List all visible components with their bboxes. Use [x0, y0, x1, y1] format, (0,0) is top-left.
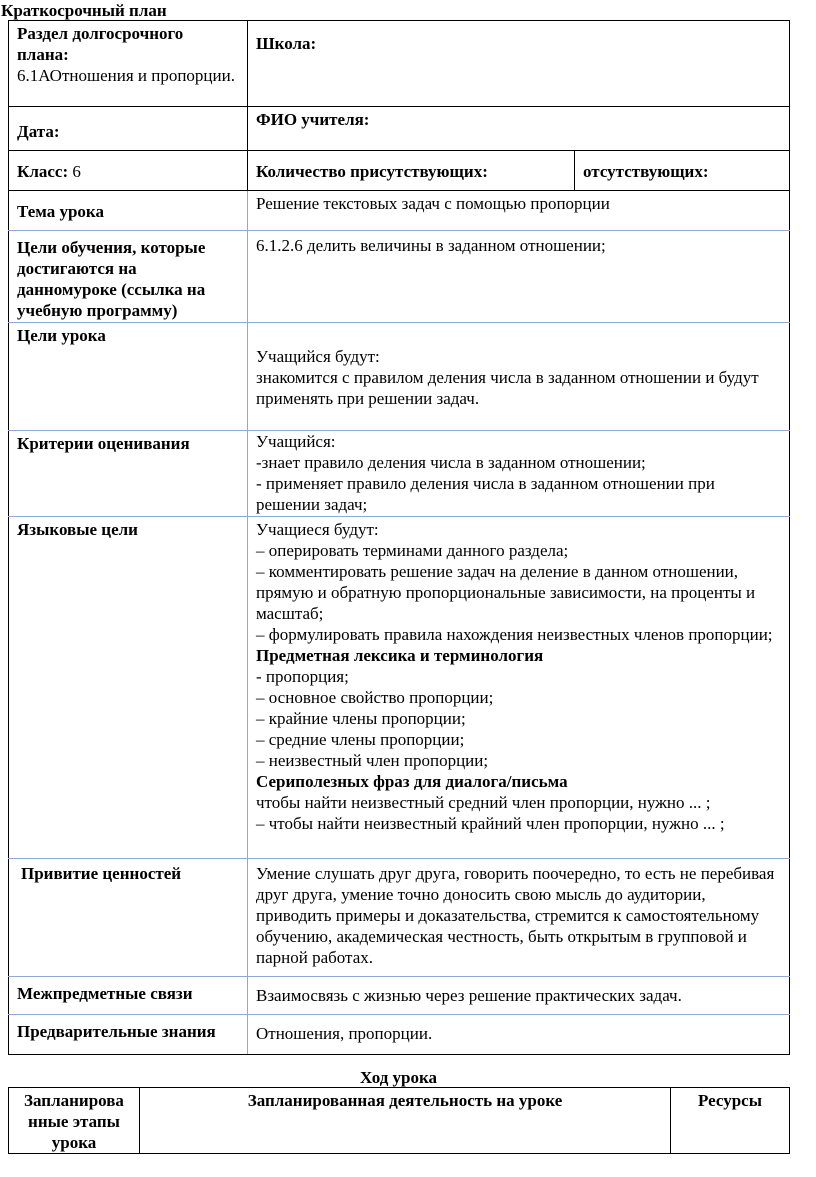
criteria-value: Учащийся: -знает правило деления числа в заданном отношении; - применяет правило деления числа в заданном отношении при решении задач;	[256, 432, 715, 514]
prior-label: Предварительные знания	[17, 1022, 216, 1041]
language-goals-label: Языковые цели	[17, 520, 138, 539]
cross-value-cell	[248, 977, 790, 1015]
criteria-label: Критерии оценивания	[17, 434, 190, 453]
topic-value: Решение текстовых задач с помощью пропорции	[256, 194, 610, 213]
learning-goals-value: 6.1.2.6 делить величины в заданном отношении;	[256, 236, 606, 255]
criteria-value-cell	[248, 431, 790, 517]
phrases-heading: Сериполезных фраз для диалога/письма	[256, 772, 568, 791]
absent-cell	[575, 151, 790, 191]
values-label-cell	[9, 859, 248, 977]
lesson-goals-label: Цели урока	[17, 326, 106, 345]
date-cell	[9, 107, 248, 151]
vocab-heading: Предметная лексика и терминология	[256, 646, 544, 665]
prior-value: Отношения, пропорции.	[256, 1024, 433, 1043]
values-label: Привитие ценностей	[21, 864, 182, 883]
resources-header-label: Ресурсы	[697, 1091, 762, 1110]
lesson-goals-value: Учащийся будут: знакомится с правилом деления числа в заданном отношении и будут применять при решении задач.	[256, 347, 759, 408]
class-cell	[9, 151, 248, 191]
teacher-cell	[248, 107, 790, 151]
lesson-goals-value-cell	[248, 323, 790, 431]
values-value-cell	[248, 859, 790, 977]
learning-goals-label: Цели обучения, которые достигаются на данномуроке (ссылка на учебную программу)	[17, 238, 206, 320]
section-cell	[9, 21, 248, 107]
language-goals-value-cell	[248, 517, 790, 859]
lesson-progress-table	[8, 1087, 790, 1154]
absent-label: отсутствующих:	[583, 162, 709, 181]
class-label: Класс:	[17, 162, 69, 181]
resources-header	[671, 1088, 790, 1154]
section-value: 6.1АОтношения и пропорции.	[17, 66, 235, 85]
teacher-label: ФИО учителя:	[256, 110, 370, 129]
vocab-list: - пропорция; – основное свойство пропорции; – крайние члены пропорции; – средние члены пропорции; – неизвестный член пропорции;	[256, 667, 494, 770]
language-goals-label-cell	[9, 517, 248, 859]
lesson-plan-table	[8, 20, 790, 1055]
progress-title: Ход урока	[359, 1068, 438, 1087]
cross-value: Взаимосвязь с жизнью через решение практических задач.	[256, 986, 682, 1005]
school-cell	[248, 21, 790, 107]
class-value: 6	[72, 162, 81, 181]
cross-label-cell	[9, 977, 248, 1015]
phrases-list: чтобы найти неизвестный средний член пропорции, нужно ... ; – чтобы найти неизвестный крайний член пропорции, нужно ... ;	[256, 793, 725, 833]
stages-header	[9, 1088, 140, 1154]
document-title: Краткосрочный план	[1, 1, 167, 20]
section-label: Раздел долгосрочного плана:	[17, 24, 184, 64]
activity-header	[140, 1088, 671, 1154]
school-label: Школа:	[256, 34, 317, 53]
prior-label-cell	[9, 1015, 248, 1055]
date-label: Дата:	[17, 122, 60, 141]
topic-label: Тема урока	[17, 202, 104, 221]
activity-header-label: Запланированная деятельность на уроке	[247, 1091, 563, 1110]
lesson-goals-label-cell	[9, 323, 248, 431]
present-label: Количество присутствующих:	[256, 162, 488, 181]
prior-value-cell	[248, 1015, 790, 1055]
present-cell	[248, 151, 575, 191]
topic-label-cell	[9, 191, 248, 231]
criteria-label-cell	[9, 431, 248, 517]
cross-label: Межпредметные связи	[17, 984, 193, 1003]
stages-header-label: Запланирова нные этапы урока	[24, 1091, 124, 1152]
topic-value-cell	[248, 191, 790, 231]
language-goals-intro: Учащиеся будут: – оперировать терминами данного раздела; – комментировать решение задач на деление в данном отношении, прямую и обратную пропорциональные зависимости, на проценты и масштаб; – формулировать правила нахождения неизвестных членов пропорции;	[256, 520, 773, 644]
learning-goals-value-cell	[248, 231, 790, 323]
values-value: Умение слушать друг друга, говорить поочередно, то есть не перебивая друг друга, умение точно доносить свою мысль до аудитории, приводить примеры и доказательства, стремится к самостоятельному обучению, академическая честность, быть открытым в групповой и парной работах.	[256, 864, 775, 967]
learning-goals-label-cell	[9, 231, 248, 323]
